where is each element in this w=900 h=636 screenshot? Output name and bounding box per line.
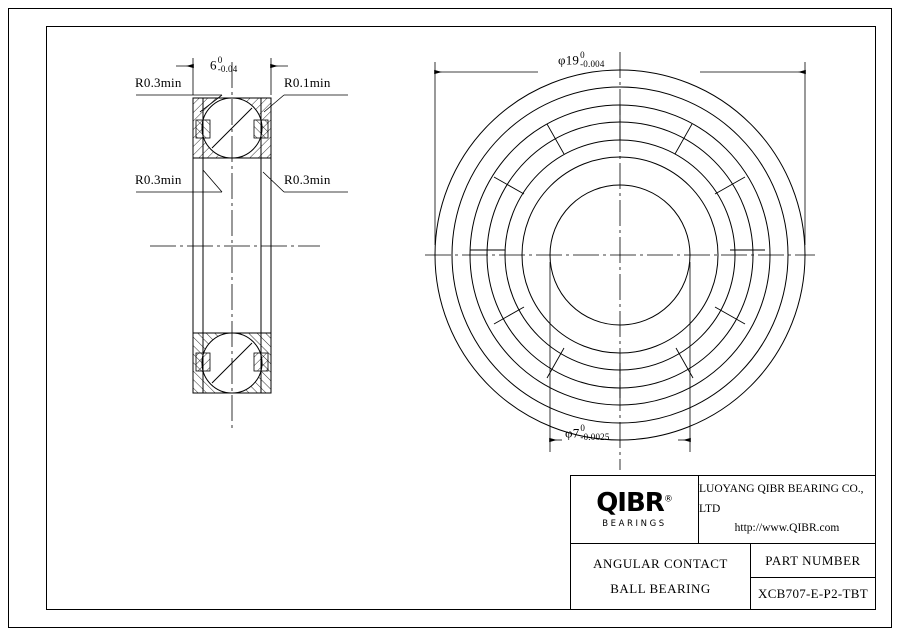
part-number-block xyxy=(751,544,875,609)
part-number-value: XCB707-E-P2-TBT xyxy=(758,585,868,601)
brand-logo-text xyxy=(596,490,673,516)
chamfer-label-mid-right: R0.3min xyxy=(284,172,331,187)
width-dimension-label: 6 0 -0.04 xyxy=(210,55,238,75)
registered-trademark-icon: ® xyxy=(663,494,673,505)
part-number-label: PART NUMBER xyxy=(751,544,875,578)
product-description-line1: ANGULAR CONTACT xyxy=(593,556,728,572)
title-block-header-row xyxy=(571,476,875,543)
bore-diameter-label: φ7 0 -0.0025 xyxy=(565,423,610,443)
chamfer-label-top-right: R0.1min xyxy=(284,75,331,90)
chamfer-label-top-left: R0.3min xyxy=(135,75,182,90)
section-view xyxy=(150,62,320,430)
brand-name: QIBR xyxy=(596,488,664,518)
product-description xyxy=(571,544,751,609)
company-info xyxy=(699,476,875,543)
chamfer-label-mid-left: R0.3min xyxy=(135,172,182,187)
front-view xyxy=(425,52,815,470)
brand-tagline: BEARINGS xyxy=(602,519,667,529)
company-name: LUOYANG QIBR BEARING CO., LTD xyxy=(699,483,864,515)
outer-diameter-label: φ19 0 -0.004 xyxy=(558,50,605,70)
product-description-line2: BALL BEARING xyxy=(610,580,711,596)
title-block-body-row xyxy=(571,543,875,609)
brand-logo xyxy=(571,476,699,543)
title-block xyxy=(570,475,876,610)
company-website[interactable]: http://www.QIBR.com xyxy=(734,522,840,535)
